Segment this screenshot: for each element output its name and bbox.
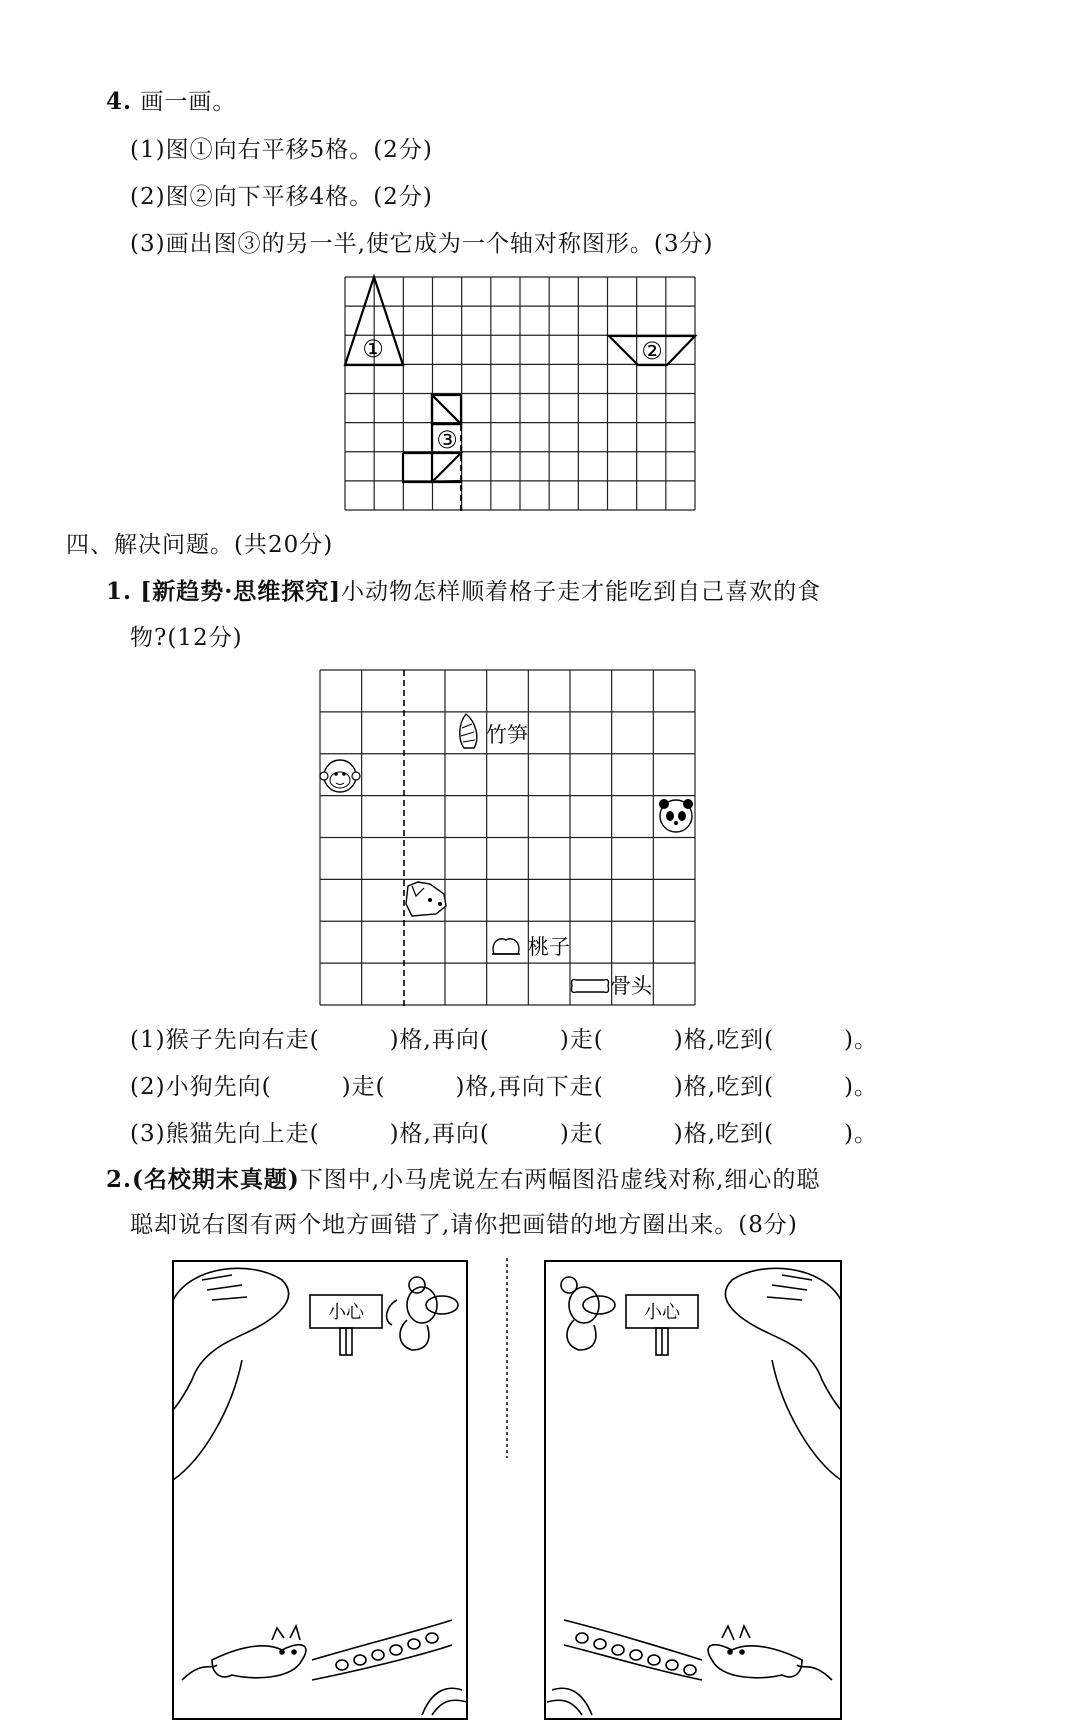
s4-q2-text1: 下图中,小马虎说左右两幅图沿虚线对称,细心的聪 xyxy=(299,1167,821,1193)
map-grid-lines xyxy=(320,670,695,1005)
q4-grid-figure xyxy=(345,277,697,511)
q4-heading xyxy=(106,88,236,117)
item3-part2: )格,再向( xyxy=(389,1121,490,1147)
bone-icon xyxy=(572,980,609,993)
item1-part1: (1)猴子先向右走( xyxy=(130,1027,320,1053)
q4-number: 4. xyxy=(106,88,133,115)
animal-map-figure xyxy=(320,670,696,1006)
shape-1-label: ① xyxy=(362,335,384,363)
item3-part4: )格,吃到( xyxy=(673,1121,775,1147)
monkey-icon xyxy=(320,760,360,792)
item2-part1: (2)小狗先向( xyxy=(130,1074,272,1100)
item1-part3: )走( xyxy=(559,1027,604,1053)
item2-part5: )。 xyxy=(844,1074,879,1100)
item2-part3: )格,再向下走( xyxy=(455,1074,604,1100)
s4-q2-line1 xyxy=(106,1166,820,1195)
left-picture xyxy=(172,1260,468,1720)
s4-q1-number: 1. xyxy=(106,578,133,605)
dog-icon xyxy=(406,882,446,916)
item1-part5: )。 xyxy=(844,1027,879,1053)
bamboo-label: 竹笋 xyxy=(486,723,528,747)
s4-q2-number: 2. xyxy=(106,1166,133,1193)
bone-label: 骨头 xyxy=(610,974,652,998)
q4-item-3: (3)画出图③的另一半,使它成为一个轴对称图形。(3分) xyxy=(130,231,714,257)
item3-part3: )走( xyxy=(559,1121,604,1147)
s4-q1-tag: [新趋势·思维探究] xyxy=(140,578,342,605)
bamboo-icon xyxy=(460,714,477,748)
s4-q2-tag: (名校期末真题) xyxy=(132,1166,300,1193)
section4-title: 四、解决问题。(共20分) xyxy=(66,532,334,558)
right-sign-text: 小心 xyxy=(644,1302,680,1323)
s4-q1-line2: 物?(12分) xyxy=(130,625,243,651)
q4-item-1: (1)图①向右平移5格。(2分) xyxy=(130,137,433,163)
s4-q1-line1 xyxy=(106,578,821,607)
left-sign-text: 小心 xyxy=(328,1302,364,1323)
item1-part2: )格,再向( xyxy=(389,1027,490,1053)
peach-icon xyxy=(492,939,520,954)
peach-label: 桃子 xyxy=(528,935,570,959)
s4-q1-item-3 xyxy=(130,1121,878,1149)
s4-q2-line2: 聪却说右图有两个地方画错了,请你把画错的地方圈出来。(8分) xyxy=(130,1212,798,1238)
item3-part1: (3)熊猫先向上走( xyxy=(130,1121,320,1147)
s4-q1-text1: 小动物怎样顺着格子走才能吃到自己喜欢的食 xyxy=(341,579,822,605)
right-picture xyxy=(544,1260,842,1720)
shape-3-label: ③ xyxy=(436,426,458,454)
s4-q1-item-2 xyxy=(130,1074,878,1102)
q4-item-2: (2)图②向下平移4格。(2分) xyxy=(130,184,433,210)
s4-q1-item-1 xyxy=(130,1027,878,1055)
item2-part2: )走( xyxy=(341,1074,386,1100)
panda-icon xyxy=(659,799,693,832)
item1-part4: )格,吃到( xyxy=(673,1027,775,1053)
item2-part4: )格,吃到( xyxy=(673,1074,775,1100)
shape-2-label: ② xyxy=(641,337,663,365)
item3-part5: )。 xyxy=(844,1121,879,1147)
center-dashed-divider xyxy=(505,1258,509,1458)
q4-title: 画一画。 xyxy=(140,89,237,115)
q4-grid-lines xyxy=(345,277,695,510)
